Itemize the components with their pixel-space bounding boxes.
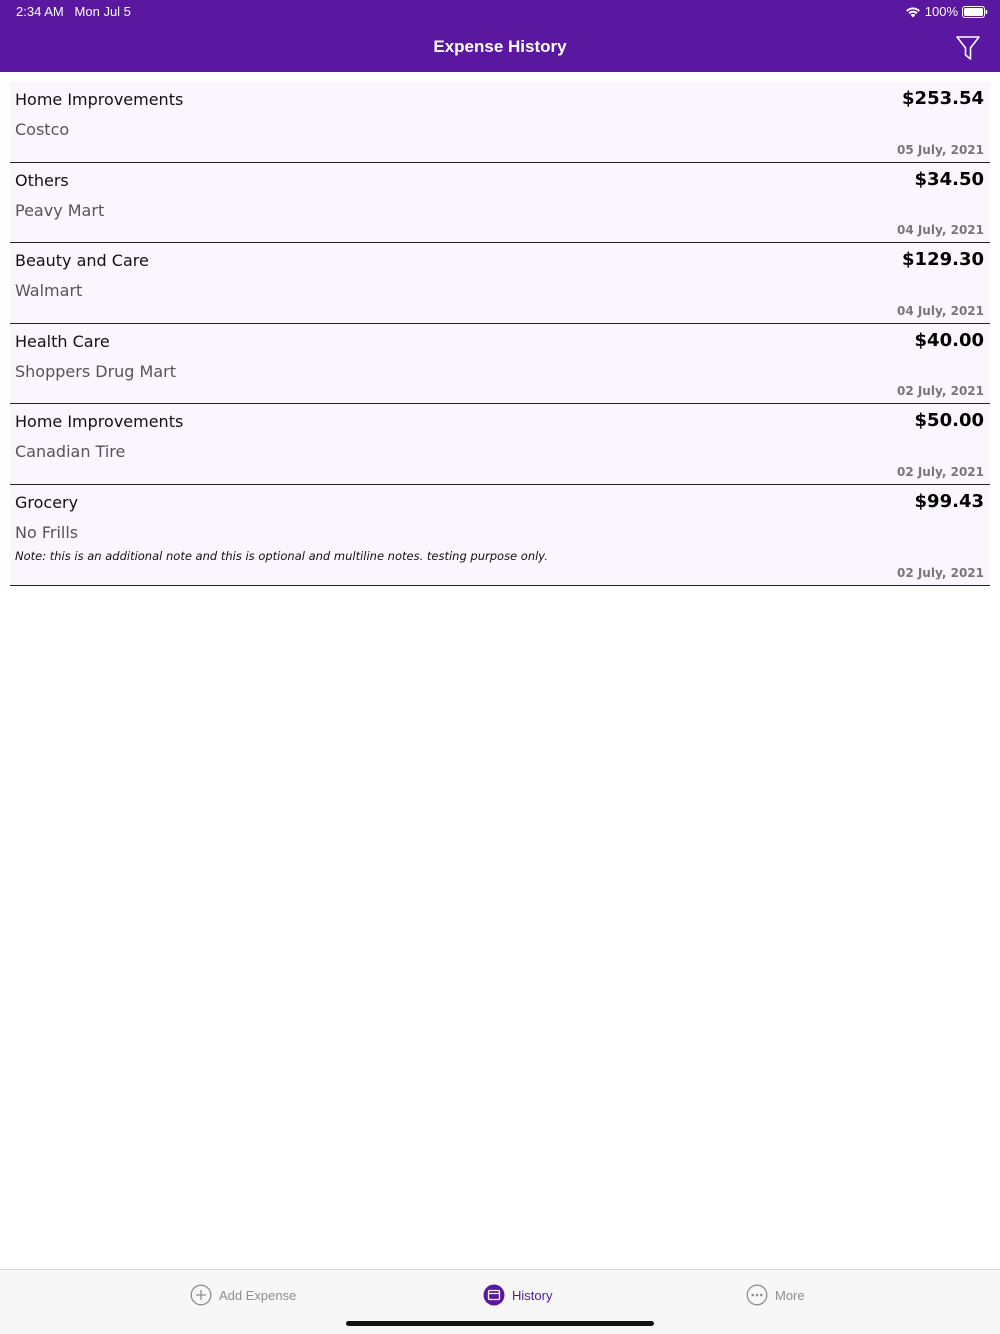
status-date: Mon Jul 5 bbox=[74, 4, 131, 19]
expense-date: 05 July, 2021 bbox=[896, 142, 984, 157]
expense-row[interactable] bbox=[10, 163, 990, 244]
expense-store: Walmart bbox=[15, 281, 83, 300]
expense-category: Home Improvements bbox=[15, 412, 184, 431]
expense-row[interactable] bbox=[10, 82, 990, 163]
expense-store: Costco bbox=[15, 120, 70, 139]
expense-row[interactable] bbox=[10, 243, 990, 324]
tab-label: History bbox=[512, 1287, 553, 1303]
expense-date: 04 July, 2021 bbox=[896, 223, 984, 237]
expense-row[interactable] bbox=[10, 404, 990, 485]
filter-icon bbox=[954, 34, 982, 62]
expense-list bbox=[10, 82, 990, 586]
expense-amount: $40.00 bbox=[914, 329, 984, 351]
expense-row[interactable] bbox=[10, 485, 990, 586]
expense-note: Note: this is an additional note and this is optional and multiline notes. testing purpose only. bbox=[15, 548, 548, 563]
status-indicators bbox=[905, 4, 988, 19]
page-title: Expense History bbox=[433, 37, 567, 56]
expense-category: Home Improvements bbox=[15, 90, 184, 109]
expense-category: Beauty and Care bbox=[15, 251, 149, 270]
expense-date: 04 July, 2021 bbox=[896, 303, 984, 318]
expense-date: 02 July, 2021 bbox=[896, 565, 984, 580]
expense-store: Canadian Tire bbox=[15, 442, 126, 461]
expense-date: 02 July, 2021 bbox=[896, 384, 984, 398]
expense-category: Others bbox=[15, 170, 69, 190]
plus-circle-icon bbox=[190, 1284, 212, 1306]
home-indicator bbox=[346, 1321, 654, 1326]
history-icon bbox=[483, 1284, 505, 1306]
expense-amount: $99.43 bbox=[914, 490, 984, 512]
tab-more[interactable] bbox=[746, 1284, 805, 1306]
expense-amount: $34.50 bbox=[914, 168, 984, 190]
status-time bbox=[16, 4, 131, 19]
expense-store: No Frills bbox=[15, 522, 79, 542]
expense-category: Health Care bbox=[15, 331, 110, 351]
expense-store: Shoppers Drug Mart bbox=[15, 361, 176, 381]
status-clock: 2:34 AM bbox=[16, 4, 64, 19]
expense-amount: $129.30 bbox=[902, 249, 984, 270]
tab-label: Add Expense bbox=[219, 1287, 297, 1303]
tab-label: More bbox=[775, 1287, 805, 1303]
battery-percent: 100% bbox=[924, 4, 958, 19]
tab-add-expense[interactable] bbox=[190, 1284, 296, 1306]
expense-amount: $50.00 bbox=[914, 410, 984, 431]
expense-category: Grocery bbox=[15, 492, 79, 512]
more-icon bbox=[746, 1284, 768, 1306]
nav-bar bbox=[0, 0, 1000, 72]
expense-amount: $253.54 bbox=[902, 88, 984, 109]
expense-store: Peavy Mart bbox=[15, 200, 105, 220]
expense-row[interactable] bbox=[10, 324, 990, 405]
filter-button[interactable] bbox=[954, 34, 982, 62]
expense-date: 02 July, 2021 bbox=[896, 464, 984, 479]
battery-icon bbox=[962, 6, 988, 18]
wifi-icon bbox=[905, 6, 921, 18]
tab-history[interactable] bbox=[483, 1284, 552, 1306]
